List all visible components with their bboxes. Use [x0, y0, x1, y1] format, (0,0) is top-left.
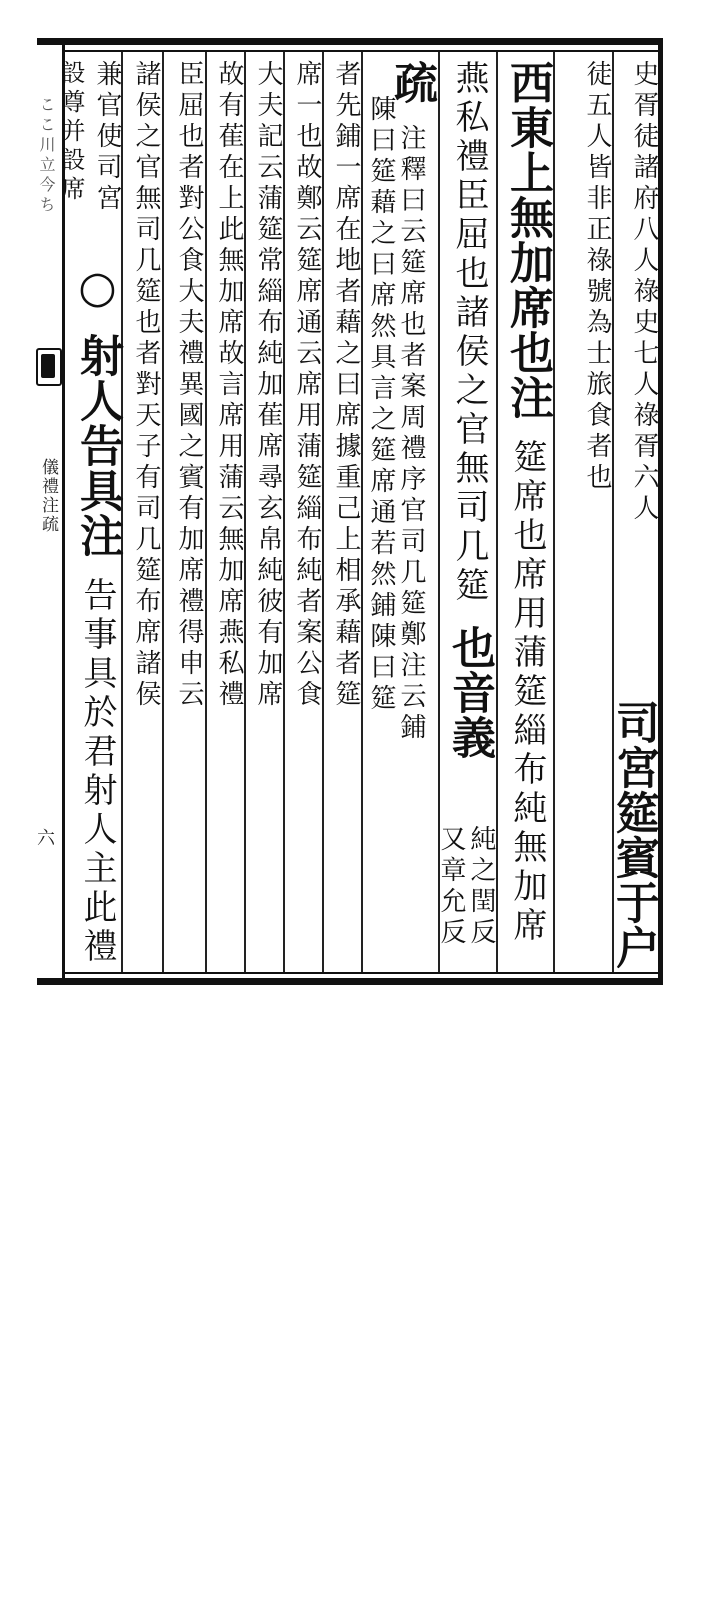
text-run: 兼官使司宮 — [92, 60, 122, 215]
commentary-marker: 疏 — [386, 60, 437, 105]
text-run: 故有萑在上此無加席故言席用蒲云無加席燕私禮 — [214, 60, 244, 711]
text-column — [500, 60, 552, 965]
column-rule — [553, 52, 555, 972]
text-run: 告事具於君射人主此禮 — [77, 577, 117, 967]
text-run: 燕私禮臣屈也諸侯之官無司几筵 — [449, 60, 489, 606]
text-run: 史胥徒諸府八人祿史七人祿胥六人 — [629, 60, 659, 525]
text-run: 大夫記云蒲筵常緇布純加萑席尋玄帛純彼有加席 — [253, 60, 283, 711]
text-run-heading: 射人告具注 — [72, 333, 123, 558]
text-column — [123, 60, 161, 965]
text-column — [284, 60, 322, 965]
text-column-annotation — [468, 825, 496, 965]
text-run: 徒五人皆非正祿號為士旅食者也 — [582, 60, 612, 494]
text-run: 陳曰筵藉之曰席然具言之筵席通若然鋪陳曰筵 — [366, 95, 396, 715]
text-run: 臣屈也者對公食大夫禮異國之賓有加席禮得申云 — [174, 60, 204, 711]
fold-margin — [0, 38, 60, 985]
text-run-annotation: 又章允反 — [436, 825, 466, 949]
text-run: 筵席也席用蒲筵緇布純無加席 — [507, 439, 547, 946]
text-run: 者先鋪一席在地者藉之曰席據重己上相承藉者筵 — [331, 60, 361, 711]
frame-bottom-border — [37, 978, 662, 985]
text-column — [72, 262, 122, 967]
frame-top-border — [37, 38, 662, 45]
text-column — [386, 60, 437, 965]
text-run-heading: 西東上無加席也注 — [502, 60, 553, 420]
text-run: 設尊并設席 — [57, 60, 85, 205]
text-column — [57, 60, 86, 260]
frame-inner-bottom-border — [62, 972, 659, 974]
fold-top-text: ここ川立今ち — [37, 96, 56, 216]
text-run-heading: 司宮筵賓于户 — [608, 700, 659, 970]
text-run: 席一也故鄭云筵席通云席用蒲筵緇布純者案公食 — [292, 60, 322, 711]
text-column — [323, 60, 361, 965]
text-column — [84, 60, 122, 260]
text-column-heading — [604, 700, 658, 1605]
column-rule — [496, 52, 498, 972]
text-column — [206, 60, 244, 965]
text-run: 諸侯之官無司几筵也者對天子有司几筵布席諸侯 — [131, 60, 161, 711]
text-column — [245, 60, 283, 965]
text-column — [362, 95, 396, 1000]
section-circle-icon: ○ — [72, 262, 123, 314]
text-run: 注釋曰云筵席也者案周禮序官司几筵鄭注云鋪 — [396, 124, 426, 744]
text-run-heading: 也音義 — [444, 625, 495, 760]
text-run-annotation: 純之閏反 — [466, 825, 496, 949]
fish-tail-mark-icon — [36, 348, 62, 386]
book-title: 儀禮注疏 — [38, 458, 58, 534]
text-column — [164, 60, 204, 965]
page-number: 六 — [34, 828, 55, 846]
text-column-annotation — [438, 825, 466, 965]
